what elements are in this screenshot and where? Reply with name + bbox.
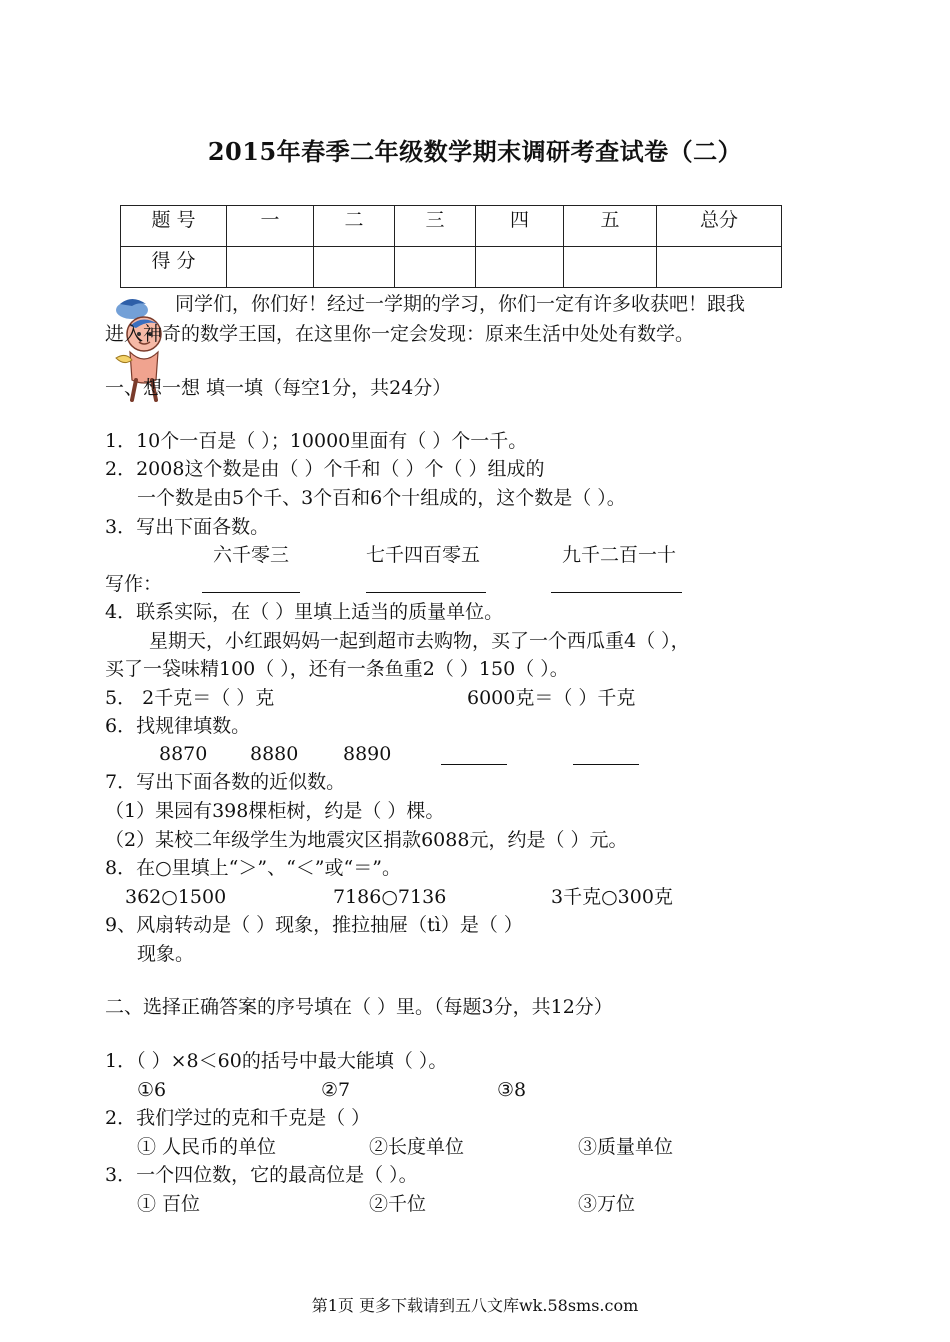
number-word-1: 六千零三 (213, 544, 290, 566)
table-row (121, 247, 782, 288)
intro-line-1: 同学们，你们好！经过一学期的学习，你们一定有许多收获吧！跟我 (175, 293, 746, 315)
score-cell[interactable] (657, 247, 782, 288)
question-1-6: 6．找规律填数。 (105, 715, 251, 737)
option-2-1-a: ①6 (137, 1079, 167, 1101)
answer-line[interactable] (573, 764, 639, 765)
section-1-heading: 一、想一想 填一填（每空1分，共24分） (105, 377, 452, 399)
question-2-2: 2．我们学过的克和千克是（ ） (105, 1107, 371, 1129)
table-header-cell: 四 (476, 206, 564, 247)
table-header-cell: 三 (395, 206, 476, 247)
question-1-7-2: （2）某校二年级学生为地震灾区捐款6088元，约是（ ）元。 (105, 829, 628, 851)
question-1-1: 1．10个一百是（ ）；10000里面有（ ）个一千。 (105, 430, 528, 452)
question-1-8: 8．在○里填上“＞”、“＜”或“＝”。 (105, 857, 401, 879)
option-2-2-c: ③质量单位 (578, 1136, 674, 1158)
score-table (120, 205, 782, 288)
question-1-2a: 2．2008这个数是由（ ）个千和（ ）个（ ）组成的 (105, 458, 545, 480)
option-2-1-b: ②7 (321, 1079, 351, 1101)
option-2-3-c: ③万位 (578, 1193, 636, 1215)
question-1-2b: 一个数是由5个千、3个百和6个十组成的，这个数是（ ）。 (137, 487, 626, 509)
write-label: 写作： (105, 573, 163, 595)
answer-line[interactable] (551, 592, 682, 593)
score-cell[interactable] (314, 247, 395, 288)
score-cell[interactable] (564, 247, 657, 288)
question-1-4: 4．联系实际，在（ ）里填上适当的质量单位。 (105, 601, 504, 623)
sequence-number-2: 8880 (250, 743, 299, 765)
question-1-4-text2: 买了一袋味精100（ ），还有一条鱼重2（ ）150（ ）。 (105, 658, 569, 680)
table-header-cell: 题 号 (121, 206, 227, 247)
page-title: 2015年春季二年级数学期末调研考查试卷（二） (207, 137, 743, 166)
question-1-7-1: （1）果园有398棵柜树，约是（ ）棵。 (105, 800, 445, 822)
question-2-3: 3．一个四位数，它的最高位是（ ）。 (105, 1164, 418, 1186)
option-2-3-b: ②千位 (369, 1193, 427, 1215)
page-footer: 第1页 更多下载请到五八文库wk.58sms.com (311, 1296, 639, 1315)
table-header-cell: 二 (314, 206, 395, 247)
table-row (121, 206, 782, 247)
question-1-5a: 5． 2千克＝（ ）克 (105, 687, 275, 709)
question-2-1: 1．（ ）×8＜60的括号中最大能填（ ）。 (105, 1050, 448, 1072)
intro-line-2: 进入神奇的数学王国，在这里你一定会发现：原来生活中处处有数学。 (105, 323, 695, 345)
table-row-label: 得 分 (121, 247, 227, 288)
sequence-number-1: 8870 (159, 743, 208, 765)
table-header-cell: 五 (564, 206, 657, 247)
table-header-cell: 一 (227, 206, 314, 247)
question-1-9b: 现象。 (137, 943, 195, 965)
question-1-3: 3．写出下面各数。 (105, 516, 270, 538)
question-1-9a: 9、风扇转动是（ ）现象，推拉抽屉（tì）是（ ） (105, 914, 523, 936)
question-1-7: 7．写出下面各数的近似数。 (105, 771, 346, 793)
number-word-2: 七千四百零五 (366, 544, 481, 566)
option-2-2-a: ① 人民币的单位 (137, 1136, 277, 1158)
compare-item-2: 7186○7136 (333, 886, 447, 908)
answer-line[interactable] (366, 592, 486, 593)
answer-line[interactable] (441, 764, 507, 765)
compare-item-1: 362○1500 (125, 886, 227, 908)
option-2-3-a: ① 百位 (137, 1193, 201, 1215)
option-2-2-b: ②长度单位 (369, 1136, 465, 1158)
score-cell[interactable] (227, 247, 314, 288)
option-2-1-c: ③8 (497, 1079, 527, 1101)
sequence-number-3: 8890 (343, 743, 392, 765)
section-2-heading: 二、选择正确答案的序号填在（ ）里。（每题3分，共12分） (105, 996, 613, 1018)
answer-line[interactable] (202, 592, 300, 593)
compare-item-3: 3千克○300克 (551, 886, 673, 908)
table-header-cell: 总分 (657, 206, 782, 247)
question-1-4-text1: 星期天，小红跟妈妈一起到超市去购物，买了一个西瓜重4（ ）， (149, 630, 690, 652)
score-cell[interactable] (395, 247, 476, 288)
question-1-5b: 6000克＝（ ）千克 (467, 687, 636, 709)
score-cell[interactable] (476, 247, 564, 288)
number-word-3: 九千二百一十 (562, 544, 677, 566)
